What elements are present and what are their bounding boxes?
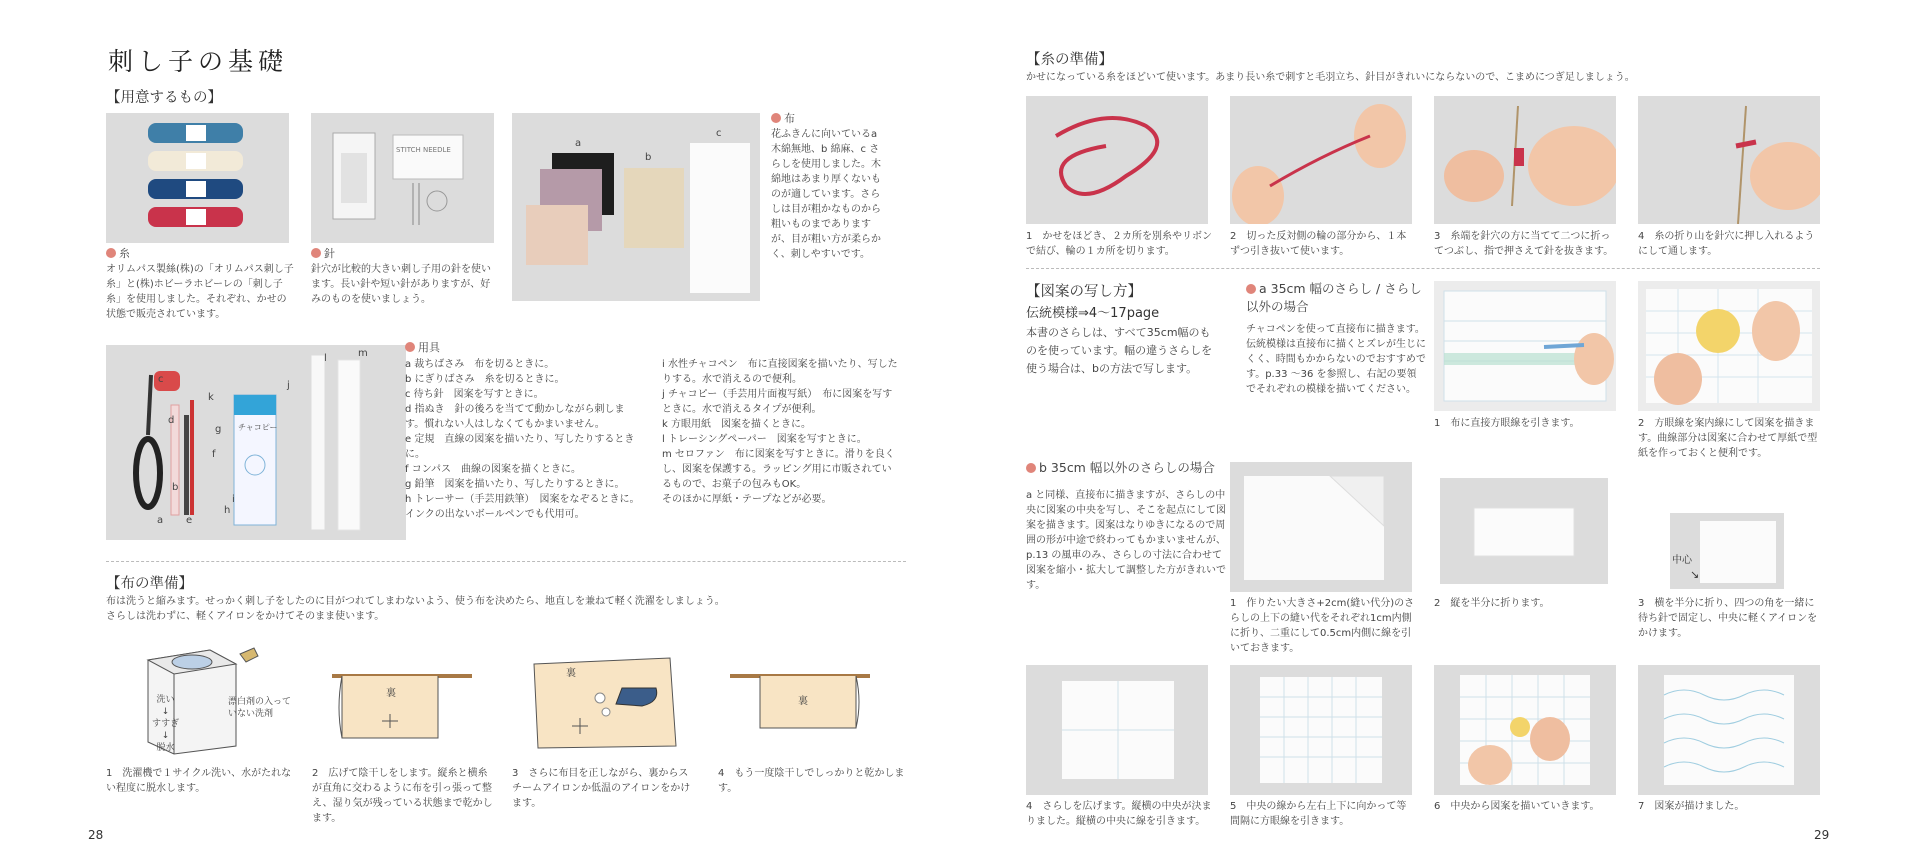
tools-photo-letter-b: b (172, 482, 179, 493)
tool-item: g 鉛筆 図案を描いたり、写したりするときに。 (405, 479, 625, 490)
tools-photo-letter-f: f (212, 449, 216, 460)
tool-item: l トレーシングペーパー 図案を写すときに。 (662, 434, 867, 445)
tools-photo-letter-l: l (324, 353, 327, 364)
supplies-heading: 【用意するもの】 (106, 90, 222, 106)
bullet-dot-icon (405, 342, 415, 352)
center-label: 中心 (1672, 555, 1692, 566)
tools-photo-letter-m: m (358, 348, 368, 359)
bullet-dot-icon (1026, 463, 1036, 473)
tool-item: i 水性チャコペン 布に直接図案を描いたり、写したりする。水で消えるので便利。 (662, 359, 898, 385)
tool-item: c 待ち針 図案を写すときに。 (405, 389, 544, 400)
method-b-step-4: 4 さらしを広げます。縦横の中央が決まりました。縦横の中央に線を引きます。 (1026, 801, 1212, 827)
needle-pack-label: STITCH NEEDLE (396, 146, 451, 154)
method-b-step-1-photo (1230, 462, 1412, 592)
method-b-step-2: 2 縦を半分に折ります。 (1434, 598, 1550, 609)
thread-label: 糸 (106, 246, 130, 262)
tools-photo (106, 345, 406, 540)
method-b-title: b 35cm 幅以外のさらしの場合 (1026, 460, 1215, 476)
transfer-heading: 【図案の写し方】 (1026, 284, 1142, 300)
thread-step-4-photo (1638, 96, 1820, 224)
method-a-text: チャコペンを使って直接布に描きます。伝統模様は直接布に描くとズレが生じにくく、時間もかからないのでおすすめです。p.33 ～36 を参照し、右記の要領でそれぞれの模様を描いてください。 (1246, 324, 1426, 395)
method-b-step-5: 5 中央の線から左右上下に向かって等間隔に方眼線を引きます。 (1230, 801, 1407, 827)
method-a-step-2-photo (1638, 281, 1820, 411)
tool-item: f コンパス 曲線の図案を描くときに。 (405, 464, 581, 475)
tool-item: k 方眼用紙 図案を描くときに。 (662, 419, 811, 430)
thread-text: オリムパス製絲(株)の「オリムパス刺し子糸」と(株)ホビーラホビーレの「刺し子糸」を使用しました。それぞれ、かせの状態で販売されています。 (106, 264, 294, 320)
method-a-step-1: 1 布に直接方眼線を引きます。 (1434, 418, 1580, 429)
thread-step-3-photo (1434, 96, 1616, 224)
page-title: 刺し子の基礎 (108, 47, 289, 76)
thread-prep-text: かせになっている糸をほどいて使います。あまり長い糸で刺すと毛羽立ち、針目がきれいにならないので、こまめにつぎ足しましょう。 (1026, 72, 1635, 83)
tools-photo-letter-j: j (287, 380, 290, 391)
washing-cycle-label: 洗い ↓ すすぎ ↓ 脱水 (152, 695, 180, 753)
thread-step-2-photo (1230, 96, 1412, 224)
method-b-step-4-photo (1026, 665, 1208, 795)
hanging-cloth-illustration (332, 668, 472, 748)
tools-photo-letter-g: g (215, 424, 222, 435)
tools-list-left (405, 357, 641, 522)
arrow-icon: ↘ (1690, 568, 1700, 581)
method-a-step-2: 2 方眼線を案内線にして図案を描きます。曲線部分は図案に合わせて厚紙で型紙を作っておくと便利です。 (1638, 418, 1818, 459)
bullet-dot-icon (1246, 284, 1256, 294)
method-b-step-2-photo (1440, 478, 1608, 584)
method-b-step-6: 6 中央から図案を描いていきます。 (1434, 801, 1600, 812)
cloth-letter-b: b (645, 152, 652, 163)
tools-list-right (662, 357, 900, 507)
tool-item: そのほかに厚紙・テープなどが必要。 (662, 494, 832, 505)
tool-item: m セロファン 布に図案を写すときに。滑りを良くし、図案を保護する。ラッピング用に市販されているもので、お菓子の包みもOK。 (662, 449, 895, 490)
ura-label-4: 裏 (798, 696, 808, 707)
method-b-step-5-photo (1230, 665, 1412, 795)
section-divider (1026, 268, 1820, 269)
page-number-left: 28 (88, 828, 104, 842)
tool-item: a 裁ちばさみ 布を切るときに。 (405, 359, 555, 370)
cloth-prep-heading: 【布の準備】 (106, 576, 193, 592)
thread-photo (106, 113, 289, 243)
page-number-right: 29 (1814, 828, 1830, 842)
needle-text: 針穴が比較的大きい刺し子用の針を使います。長い針や短い針がありますが、好みのものを使いましょう。 (311, 264, 491, 305)
thread-step-3: 3 糸端を針穴の方に当てて二つに折ってつぶし、指で押さえて針を抜きます。 (1434, 231, 1614, 257)
cloth-prep-text-1: 布は洗うと縮みます。せっかく刺し子をしたのに目がつれてしまわないよう、使う布を決めたら、地直しを兼ねて軽く洗濯をしましょう。 (106, 596, 725, 607)
tool-item: e 定規 直線の図案を描いたり、写したりするときに。 (405, 434, 635, 460)
thread-step-1: 1 かせをほどき、２カ所を別糸やリボンで結び、輪の１カ所を切ります。 (1026, 231, 1212, 257)
cloth-step-3: 3 さらに布目を正しながら、裏からスチームアイロンか低温のアイロンをかけます。 (512, 768, 691, 809)
thread-step-4: 4 糸の折り山を針穴に押し入れるようにして通します。 (1638, 231, 1815, 257)
method-b-step-7: 7 図案が描けました。 (1638, 801, 1745, 812)
needle-photo (311, 113, 494, 243)
cloth-step-2: 2 広げて陰干しをします。縦糸と横糸が直角に交わるように布を引っ張って整え、湿り気が残っている状態まで乾かします。 (312, 768, 493, 824)
method-b-step-6-photo (1434, 665, 1616, 795)
method-b-step-3-photo (1670, 513, 1784, 589)
tool-item: h トレーサー（手芸用鉄筆） 図案をなぞるときに。インクの出ないボールペンでも代用可。 (405, 494, 640, 520)
ura-label-3: 裏 (566, 668, 576, 679)
needle-label: 針 (311, 246, 335, 262)
method-b-step-7-photo (1638, 665, 1820, 795)
cloth-label: 布 (771, 111, 795, 127)
thread-prep-heading: 【糸の準備】 (1026, 52, 1113, 68)
transfer-text: 本書のさらしは、すべて35cm幅のものを使っています。幅の違うさらしを使う場合は、bの方法で写します。 (1026, 326, 1213, 375)
tools-photo-letter-d: d (168, 415, 175, 426)
ura-label-2: 裏 (386, 688, 396, 699)
cloth-step-1: 1 洗濯機で１サイクル洗い、水がたれない程度に脱水します。 (106, 768, 292, 794)
cloth-step-4: 4 もう一度陰干しでしっかりと乾かします。 (718, 768, 905, 794)
tools-photo-letter-a: a (157, 515, 164, 526)
tools-photo-letter-e: e (186, 515, 193, 526)
method-b-text: a と同様、直接布に描きますが、さらしの中央に図案の中央を写し、そこを起点にして図案を描きます。図案はなりゆきになるので周囲の形が中途で終わってもかまいませんが、p.13 の風車のみ、さらしの寸法に合わせて図案を縮小・拡大して調整した方がきれいです。 (1026, 490, 1226, 591)
method-b-step-1: 1 作りたい大きさ+2cm(縫い代分)のさらしの上下の縫い代をそれぞれ1cm内側に折り、二重にして0.5cm内側に線を引いておきます。 (1230, 598, 1415, 654)
bullet-dot-icon (106, 248, 116, 258)
thread-step-1-photo (1026, 96, 1208, 224)
tools-photo-letter-k: k (208, 392, 214, 403)
cloth-prep-text-2: さらしは洗わずに、軽くアイロンをかけてそのまま使います。 (106, 611, 385, 622)
tool-item: b にぎりばさみ 糸を切るときに。 (405, 374, 565, 385)
method-b-step-3: 3 横を半分に折り、四つの角を一緒に待ち針で固定し、中央に軽くアイロンをかけます。 (1638, 598, 1818, 639)
tool-item: d 指ぬき 針の後ろを当てて動かしながら刺します。慣れない人はしなくてもかまいません。 (405, 404, 625, 430)
detergent-note: 漂白剤の入っていない洗剤 (228, 697, 292, 719)
ironing-illustration (530, 654, 680, 750)
bullet-dot-icon (771, 113, 781, 123)
method-a-title: a 35cm 幅のさらし / さらし以外の場合 (1246, 281, 1422, 314)
tools-photo-letter-c: c (158, 374, 164, 385)
thread-step-2: 2 切った反対側の輪の部分から、１本ずつ引き抜いて使います。 (1230, 231, 1407, 257)
cloth-letter-a: a (575, 138, 582, 149)
method-a-step-1-photo (1434, 281, 1616, 411)
chacopy-label: チャコピー (238, 423, 278, 432)
cloth-letter-c: c (716, 128, 722, 139)
tools-label: 用具 (405, 340, 440, 356)
cloth-photo (512, 113, 760, 301)
bullet-dot-icon (311, 248, 321, 258)
tools-photo-letter-i: i (232, 494, 235, 505)
cloth-text: 花ふきんに向いているa 木綿無地、b 綿麻、c さらしを使用しました。木綿地はあまり厚くないものが適しています。さらしは目が粗かなものから粗いものまでありますが、目が粗い方が柔らかく、刺しやすいです。 (771, 129, 881, 260)
tool-item: j チャコピー（手芸用片面複写紙） 布に図案を写すときに。水で消えるタイプが便利。 (662, 389, 893, 415)
transfer-subheading: 伝統模様⇒4～17page (1026, 306, 1160, 321)
tools-photo-letter-h: h (224, 505, 231, 516)
section-divider (106, 561, 906, 562)
